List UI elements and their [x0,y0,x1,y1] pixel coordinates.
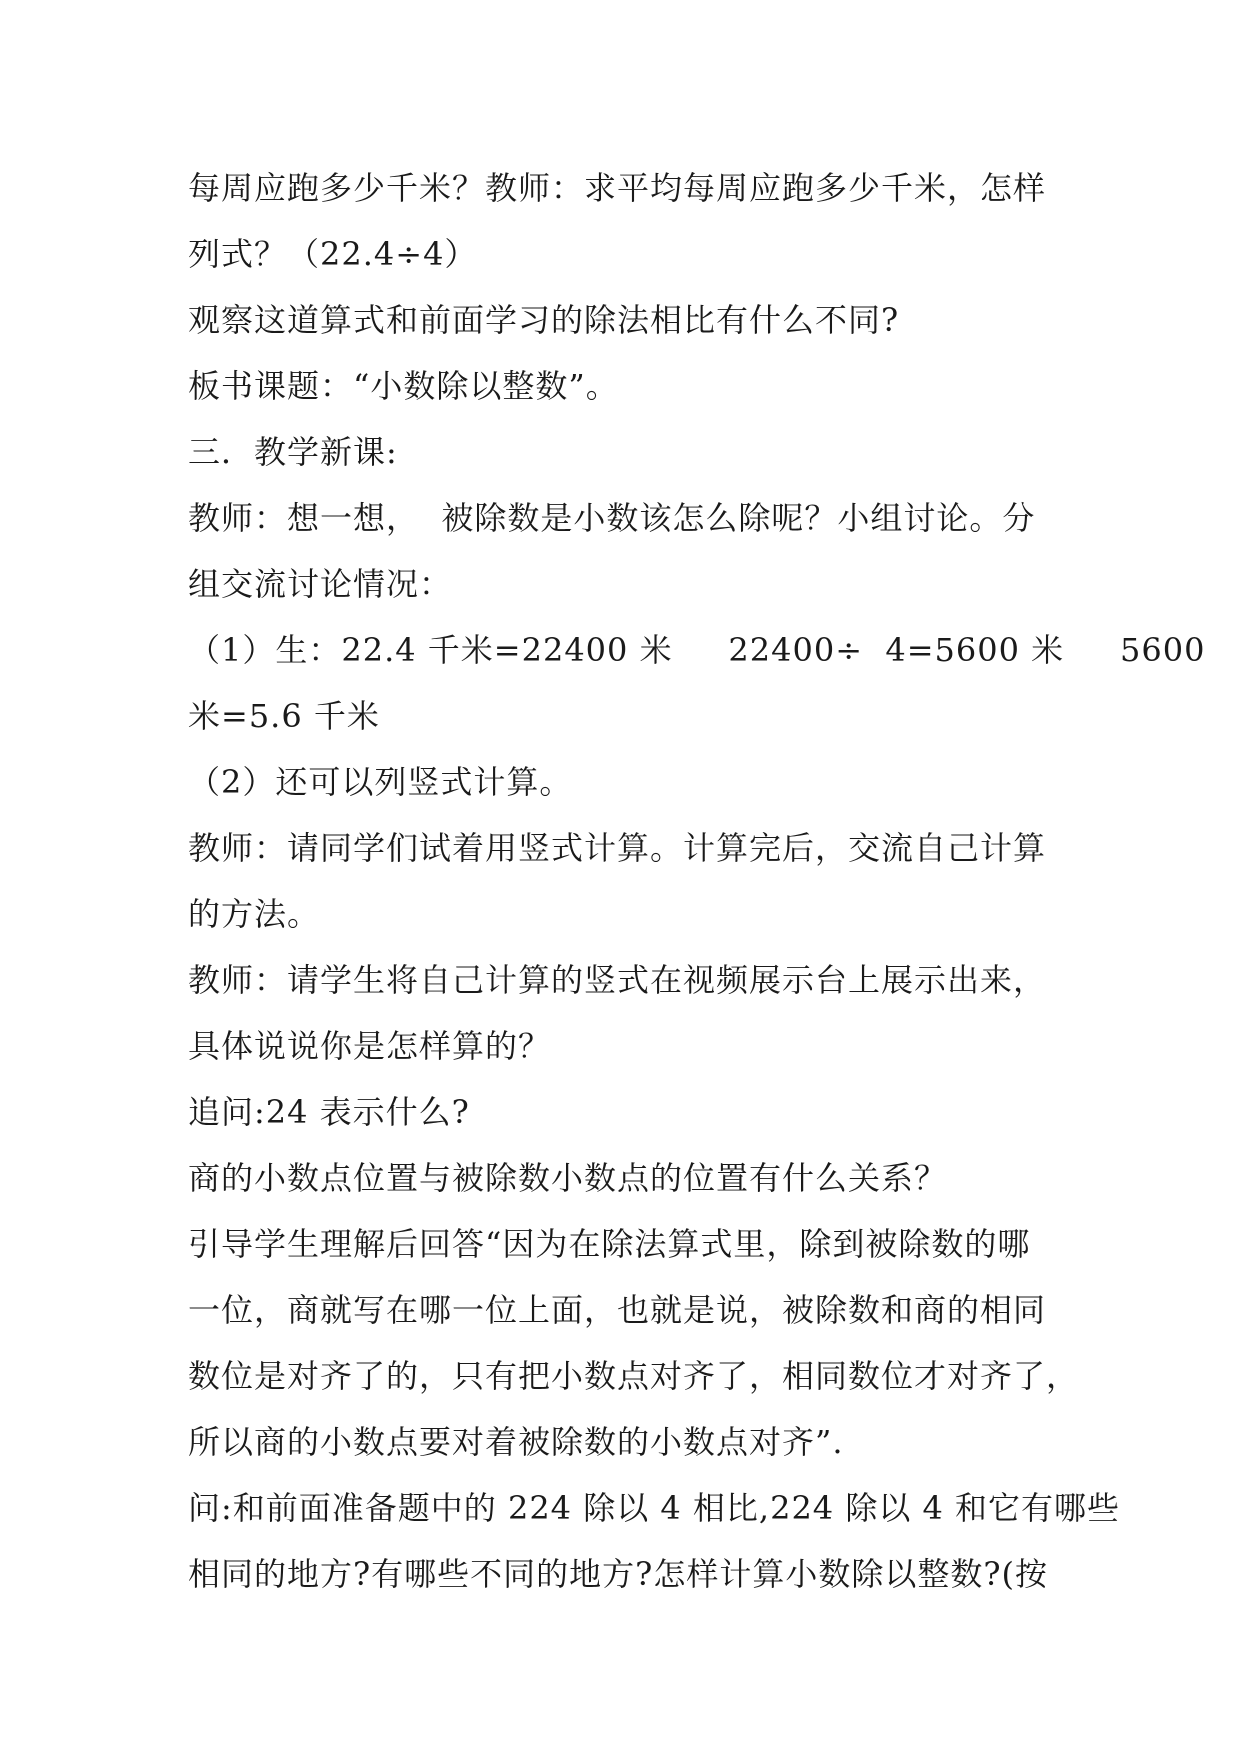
text-line: 教师：想一想， 被除数是小数该怎么除呢？小组讨论。分 [188,499,1036,537]
text-line: 组交流讨论情况： [188,565,453,603]
text-line: 板书课题：“小数除以整数”。 [188,367,619,405]
text-line: 相同的地方?有哪些不同的地方?怎样计算小数除以整数?(按 [188,1555,1048,1593]
text-line: 追问:24 表示什么? [188,1093,470,1131]
text-line: 所以商的小数点要对着被除数的小数点对齐”. [188,1423,844,1461]
text-line: 数位是对齐了的，只有把小数点对齐了，相同数位才对齐了， [188,1357,1080,1395]
text-line: 观察这道算式和前面学习的除法相比有什么不同? [188,301,900,339]
text-line: 商的小数点位置与被除数小数点的位置有什么关系？ [188,1159,948,1197]
text-line: 的方法。 [188,895,321,933]
section-heading: 三．教学新课: [188,433,398,471]
text-line: 列式？（22.4÷4） [188,235,478,273]
text-line: 具体说说你是怎样算的？ [188,1027,552,1065]
text-line: 每周应跑多少千米？教师：求平均每周应跑多少千米，怎样 [188,169,1047,207]
text-line: 引导学生理解后回答“因为在除法算式里，除到被除数的哪 [188,1225,1031,1263]
text-line: 教师：请同学们试着用竖式计算。计算完后，交流自己计算 [188,829,1047,867]
text-line: 一位，商就写在哪一位上面，也就是说，被除数和商的相同 [188,1291,1047,1329]
text-line: （1）生：22.4 千米=22400 米 22400÷ 4=5600 米 5600 [188,631,1206,669]
text-line: （2）还可以列竖式计算。 [188,763,573,801]
document-body [188,155,1206,1607]
text-line: 教师：请学生将自己计算的竖式在视频展示台上展示出来， [188,961,1047,999]
text-line: 问:和前面准备题中的 224 除以 4 相比,224 除以 4 和它有哪些 [188,1489,1121,1527]
text-line: 米=5.6 千米 [188,697,380,735]
